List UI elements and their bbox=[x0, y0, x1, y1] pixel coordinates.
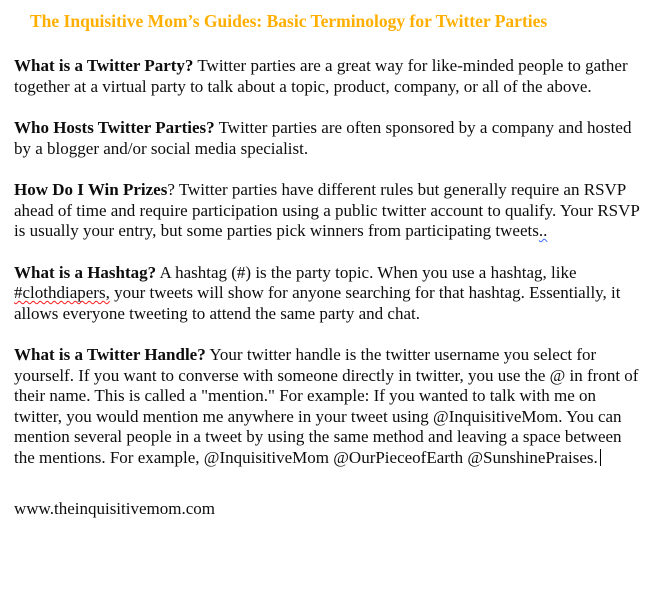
answer-who-hosts: Twitter parties are often sponsored by a company and hosted by a blogger and/or social media specialist. bbox=[14, 118, 632, 158]
question-twitter-party: What is a Twitter Party? bbox=[14, 56, 194, 75]
grammar-error-double-period: .. bbox=[538, 221, 548, 240]
faq-paragraph-twitter-party bbox=[14, 56, 646, 97]
question-twitter-handle: What is a Twitter Handle? bbox=[14, 345, 206, 364]
answer-twitter-party: Twitter parties are a great way for like-minded people to gather together at a virtual party to talk about a topic, product, company, or all of the above. bbox=[14, 56, 628, 96]
faq-paragraph-hashtag bbox=[14, 263, 646, 325]
faq-paragraph-who-hosts bbox=[14, 118, 646, 159]
question-who-hosts: Who Hosts Twitter Parties? bbox=[14, 118, 215, 137]
spell-error-clothdiapers: #clothdiapers, bbox=[14, 283, 110, 302]
question-win-prizes: How Do I Win Prizes bbox=[14, 180, 168, 199]
text-cursor-caret bbox=[600, 449, 602, 466]
answer-win-prizes: Twitter parties have different rules but generally require an RSVP ahead of time and require participation using a public twitter account to qualify. Your RSVP is usually your entry, but some parties pick winners from participating tweets bbox=[14, 180, 640, 240]
answer-hashtag-before: A hashtag (#) is the party topic. When you use a hashtag, like bbox=[156, 262, 577, 282]
faq-paragraph-win-prizes bbox=[14, 180, 646, 242]
faq-paragraph-twitter-handle bbox=[14, 345, 646, 468]
page-title: The Inquisitive Mom’s Guides: Basic Terminology for Twitter Parties bbox=[30, 11, 548, 31]
footer-website-url: www.theinquisitivemom.com bbox=[14, 499, 215, 518]
question-win-prizes-mark: ? bbox=[167, 180, 175, 199]
answer-twitter-handle: Your twitter handle is the twitter username you select for yourself. If you want to converse with someone directly in twitter, you use the @ in front of their name. This is called a "mention." For example: If you wanted to talk with me on twitter, you would mention me anywhere in your tweet using @InquisitiveMom. You can mention several people in a tweet by using the same method and leaving a space between the mentions. For example, @InquisitiveMom @OurPieceofEarth @SunshinePraises. bbox=[14, 345, 639, 467]
answer-hashtag-after: your tweets will show for anyone searching for that hashtag. Essentially, it allows everyone tweeting to attend the same party and chat. bbox=[14, 283, 621, 323]
question-hashtag: What is a Hashtag? bbox=[14, 262, 157, 282]
